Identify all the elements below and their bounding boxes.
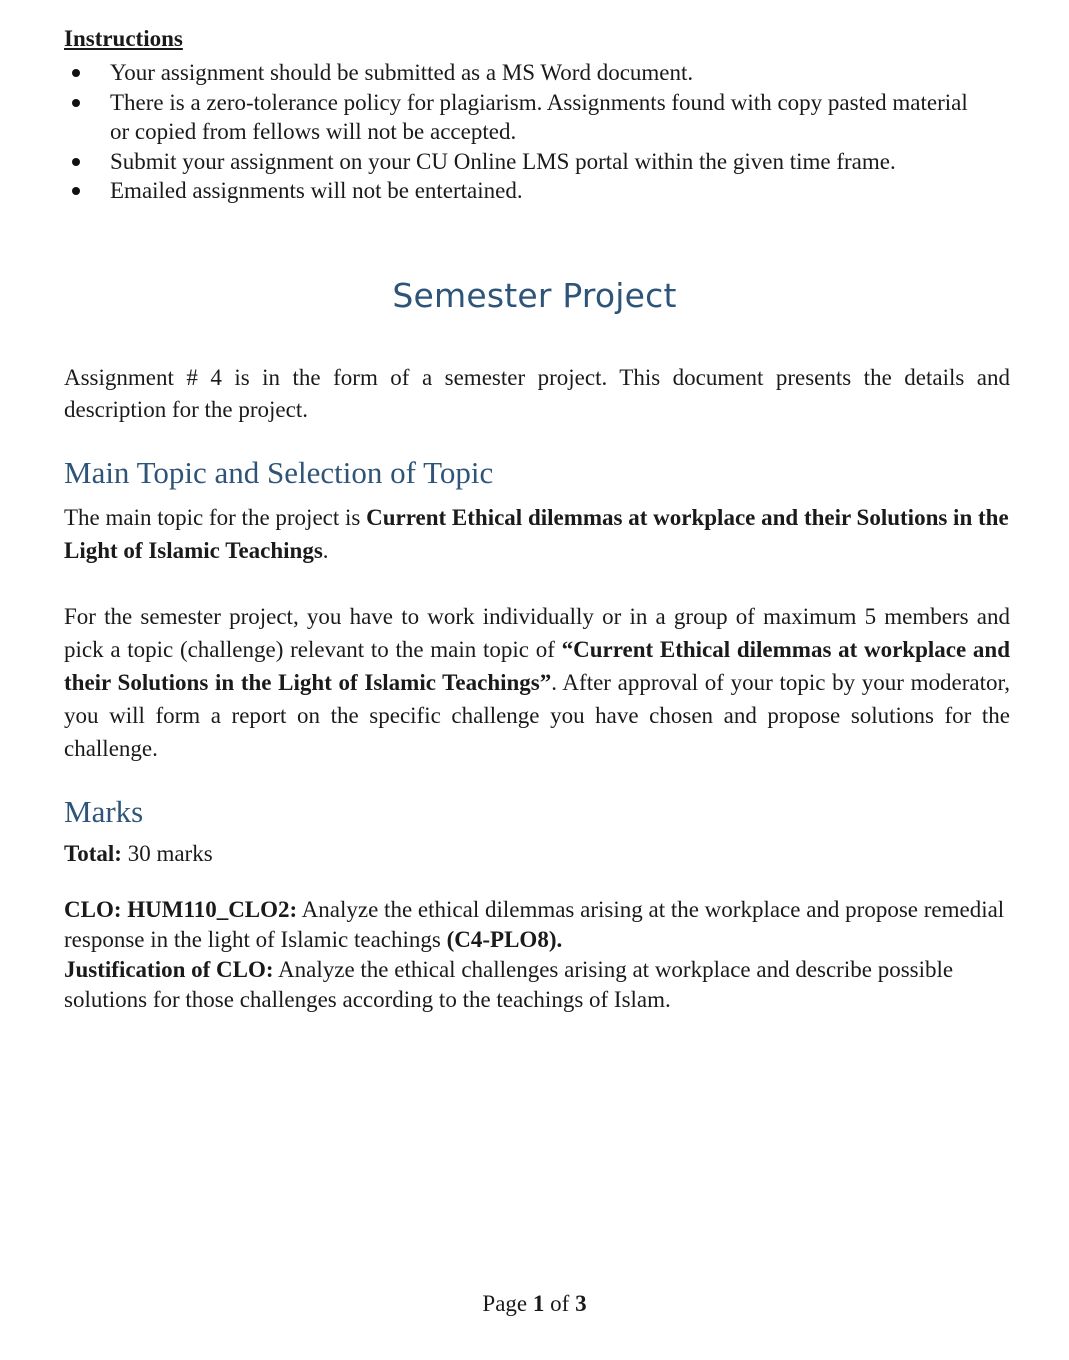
bullet-icon [72, 158, 80, 166]
instructions-list [68, 58, 988, 205]
clo-block [64, 895, 1010, 1015]
intro-paragraph: Assignment # 4 is in the form of a semester project. This document presents the details and description for the project. [64, 365, 1010, 422]
total-label: Total: [64, 841, 122, 866]
main-topic-lead: The main topic for the project is [64, 505, 367, 530]
list-item-text: Emailed assignments will not be entertained. [110, 178, 523, 203]
page-footer [0, 1291, 1069, 1317]
total-value: 30 marks [121, 841, 213, 866]
justification-text: Analyze the ethical challenges arising at workplace and describe possible solutions for those challenges according to the teachings of Islam. [64, 957, 954, 1012]
page-word: Page [482, 1291, 533, 1316]
total-marks [64, 841, 213, 867]
main-topic-heading: Main Topic and Selection of Topic [64, 455, 494, 490]
clo-code: (C4-PLO8). [446, 927, 563, 952]
list-item-text: Your assignment should be submitted as a MS Word document. [110, 60, 694, 85]
project-description-paragraph [64, 600, 1010, 765]
main-topic-paragraph [64, 501, 1010, 567]
clo-label: CLO: HUM110_CLO2: [64, 897, 298, 922]
bullet-icon [72, 69, 80, 77]
bullet-icon [72, 187, 80, 195]
list-item [68, 88, 988, 146]
list-item-text: There is a zero-tolerance policy for plagiarism. Assignments found with copy pasted material or copied from fellows will not be accepted. [110, 90, 968, 144]
instructions-heading: Instructions [64, 26, 183, 51]
page-total: 3 [575, 1291, 587, 1316]
page-current: 1 [532, 1291, 545, 1316]
list-item [68, 176, 988, 205]
bullet-icon [72, 99, 80, 107]
list-item [68, 147, 988, 176]
list-item [68, 58, 988, 87]
project-para-quote: “Current Ethical dilemmas at workplace and their Solutions in the Light of Islamic Teachings” [64, 637, 1010, 695]
project-para-start: For the semester project, you have to work individually or in a group of maximum 5 members and pick a topic (challenge) relevant to the main topic of [64, 604, 1010, 662]
main-topic-bold: Current Ethical dilemmas at workplace and their Solutions in the Light of Islamic Teachings [64, 505, 1009, 563]
page-title: Semester Project [392, 276, 677, 315]
clo-text: Analyze the ethical dilemmas arising at the workplace and propose remedial response in the light of Islamic teachings [64, 897, 1005, 952]
justification-label: Justification of CLO: [64, 957, 274, 982]
main-topic-lead-end: . [322, 538, 329, 563]
project-para-end: . After approval of your topic by your moderator, you will form a report on the specific challenge you have chosen and propose solutions for the challenge. [64, 670, 1010, 761]
of-word: of [544, 1291, 576, 1316]
marks-heading: Marks [64, 794, 144, 829]
list-item-text: Submit your assignment on your CU Online LMS portal within the given time frame. [110, 149, 896, 174]
